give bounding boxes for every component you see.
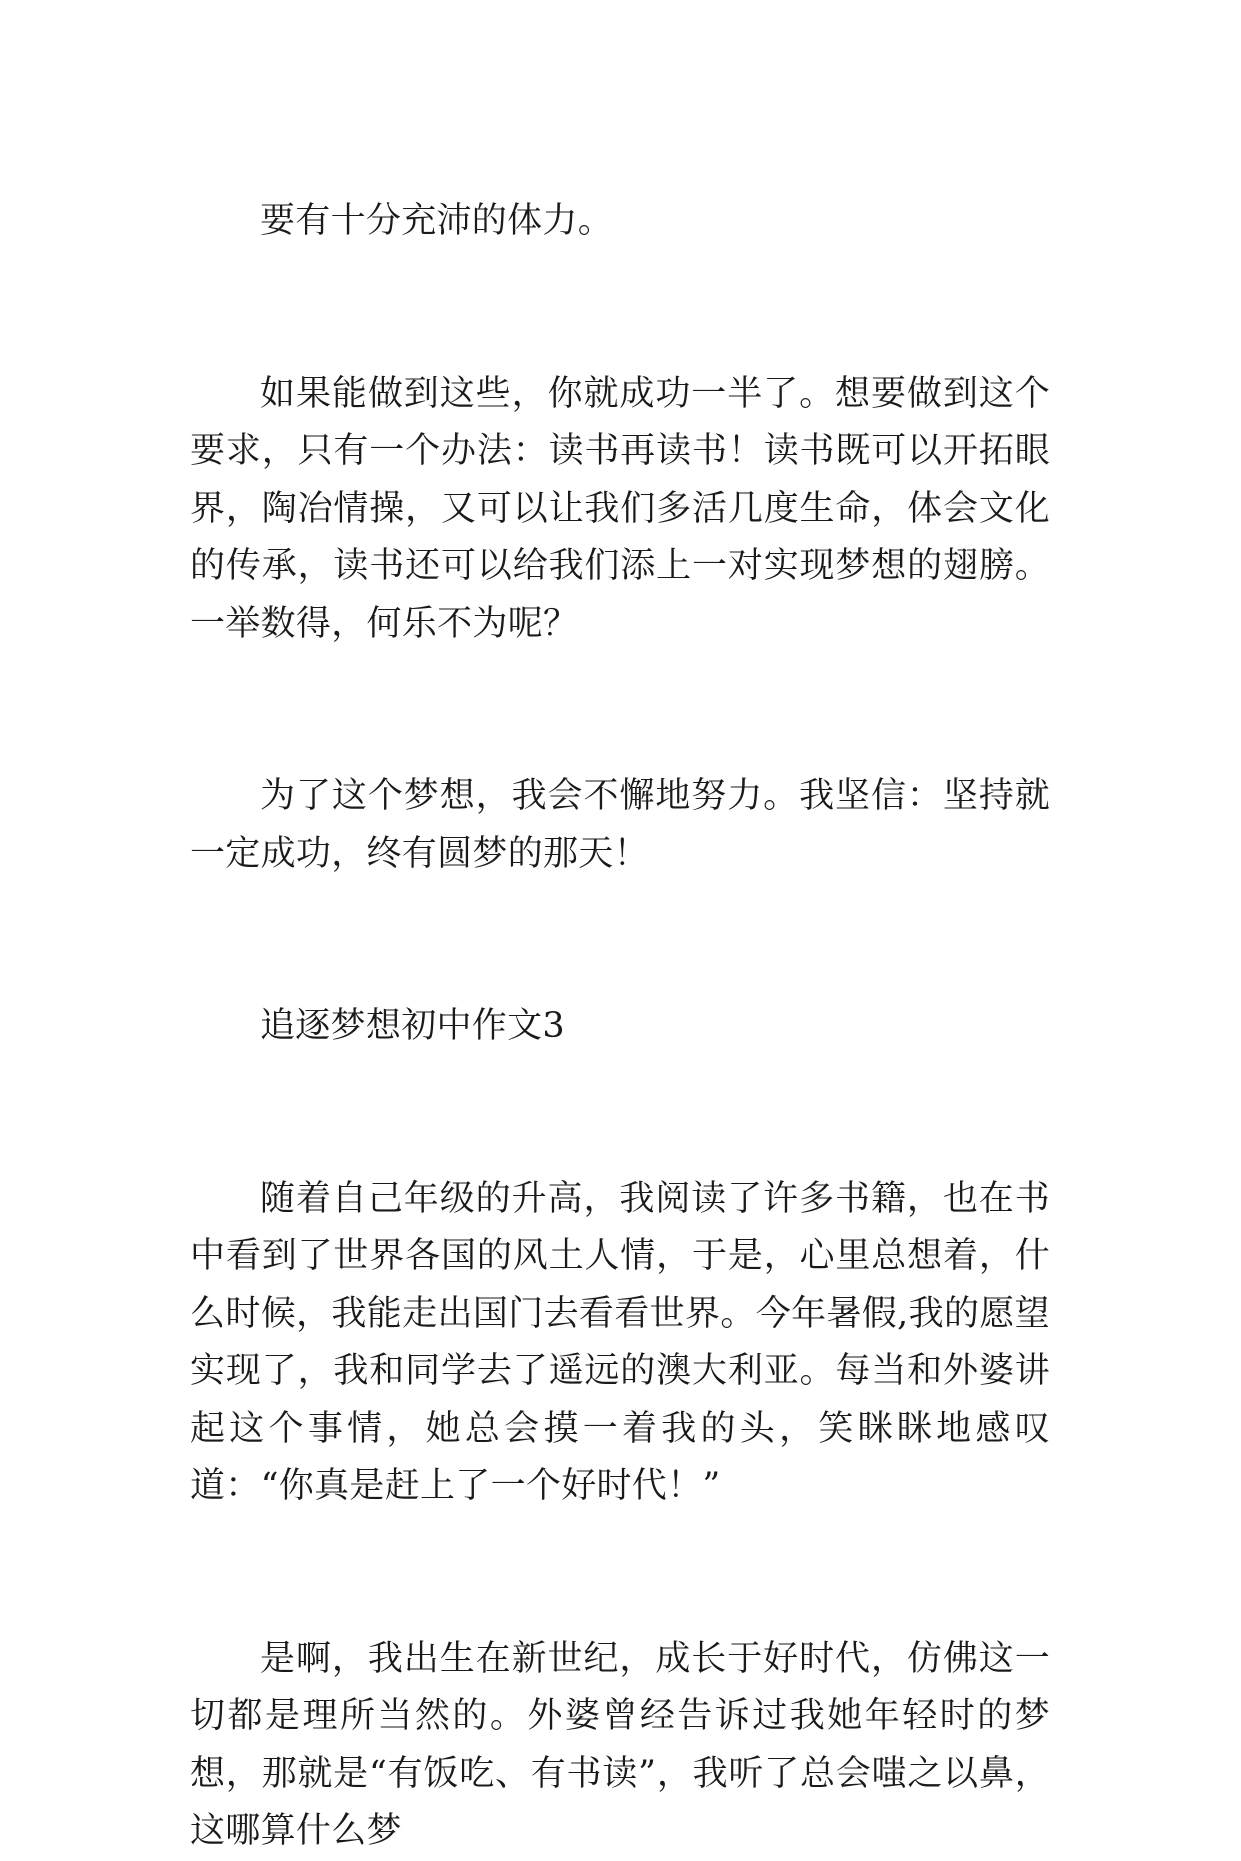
paragraph-gap (190, 251, 1050, 366)
paragraph-reading: 如果能做到这些，你就成功一半了。想要做到这个要求，只有一个办法：读书再读书！读书既可以开拓眼界，陶冶情操，又可以让我们多活几度生命，体会文化的传承，读书还可以给我们添上一对实现梦想的翅膀。一举数得，何乐不为呢？ (190, 373, 1050, 644)
paragraph-travel: 随着自己年级的升高，我阅读了许多书籍，也在书中看到了世界各国的风土人情，于是，心里总想着，什么时候，我能走出国门去看看世界。今年暑假,我的愿望实现了，我和同学去了遥远的澳大利亚。每当和外婆讲起这个事情，她总会摸一着我的头，笑眯眯地感叹道：“你真是赶上了一个好时代！” (190, 1178, 1050, 1506)
essay-heading: 追逐梦想初中作文3 (260, 1006, 565, 1046)
paragraph-gap (190, 1056, 1050, 1171)
paragraph-stamina: 要有十分充沛的体力。 (260, 201, 614, 241)
document-body (190, 193, 1050, 1861)
paragraph-gap (190, 883, 1050, 998)
paragraph-gap (190, 1516, 1050, 1631)
paragraph-grandmother-dream: 是啊，我出生在新世纪，成长于好时代，仿佛这一切都是理所当然的。外婆曾经告诉过我她年轻时的梦想，那就是“有饭吃、有书读”，我听了总会嗤之以鼻，这哪算什么梦 (190, 1638, 1050, 1851)
paragraph-gap (190, 653, 1050, 768)
paragraph-persistence: 为了这个梦想，我会不懈地努力。我坚信：坚持就一定成功，终有圆梦的那天！ (190, 776, 1050, 874)
